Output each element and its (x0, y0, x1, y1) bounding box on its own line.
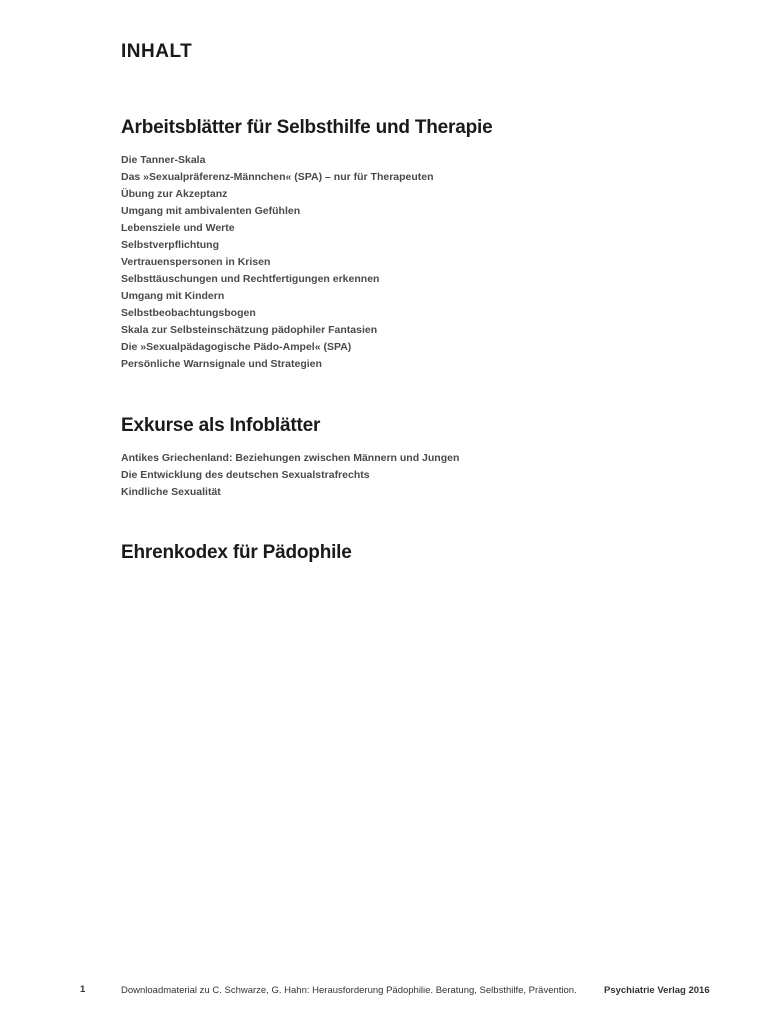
list-item[interactable]: Die »Sexualpädagogische Pädo-Ampel« (SPA) (121, 341, 352, 353)
page-heading: INHALT (121, 41, 193, 62)
footer-publisher: Psychiatrie Verlag 2016 (604, 985, 710, 996)
section-exkurse (121, 415, 459, 501)
list-item[interactable]: Selbstverpflichtung (121, 239, 220, 251)
section-arbeitsblaetter (121, 117, 492, 373)
list-item[interactable]: Persönliche Warnsignale und Strategien (121, 358, 322, 370)
list-item[interactable]: Die Entwicklung des deutschen Sexualstrafrechts (121, 469, 370, 481)
footer-citation: Downloadmaterial zu C. Schwarze, G. Hahn: Herausforderung Pädophilie. Beratung, Selbsthilfe, Prävention. (121, 985, 577, 996)
list-item[interactable]: Kindliche Sexualität (121, 486, 221, 498)
list-item[interactable]: Das »Sexualpräferenz-Männchen« (SPA) – nur für Therapeuten (121, 171, 434, 183)
list-item[interactable]: Vertrauenspersonen in Krisen (121, 256, 271, 268)
list-item[interactable]: Die Tanner-Skala (121, 154, 206, 166)
list-item[interactable]: Lebensziele und Werte (121, 222, 235, 234)
list-item[interactable]: Skala zur Selbsteinschätzung pädophiler Fantasien (121, 324, 378, 336)
section-title: Exkurse als Infoblätter (121, 415, 321, 436)
page-number: 1 (80, 984, 86, 995)
item-list (121, 450, 459, 501)
section-title: Arbeitsblätter für Selbsthilfe und Therapie (121, 117, 493, 138)
section-ehrenkodex (121, 542, 352, 564)
list-item[interactable]: Umgang mit ambivalenten Gefühlen (121, 205, 301, 217)
list-item[interactable]: Selbsttäuschungen und Rechtfertigungen erkennen (121, 273, 380, 285)
list-item[interactable]: Übung zur Akzeptanz (121, 188, 228, 200)
list-item[interactable]: Selbstbeobachtungsbogen (121, 307, 256, 319)
section-title[interactable]: Ehrenkodex für Pädophile (121, 542, 352, 563)
item-list (121, 152, 492, 373)
list-item[interactable]: Umgang mit Kindern (121, 290, 225, 302)
page-footer (0, 984, 770, 1000)
list-item[interactable]: Antikes Griechenland: Beziehungen zwischen Männern und Jungen (121, 452, 460, 464)
